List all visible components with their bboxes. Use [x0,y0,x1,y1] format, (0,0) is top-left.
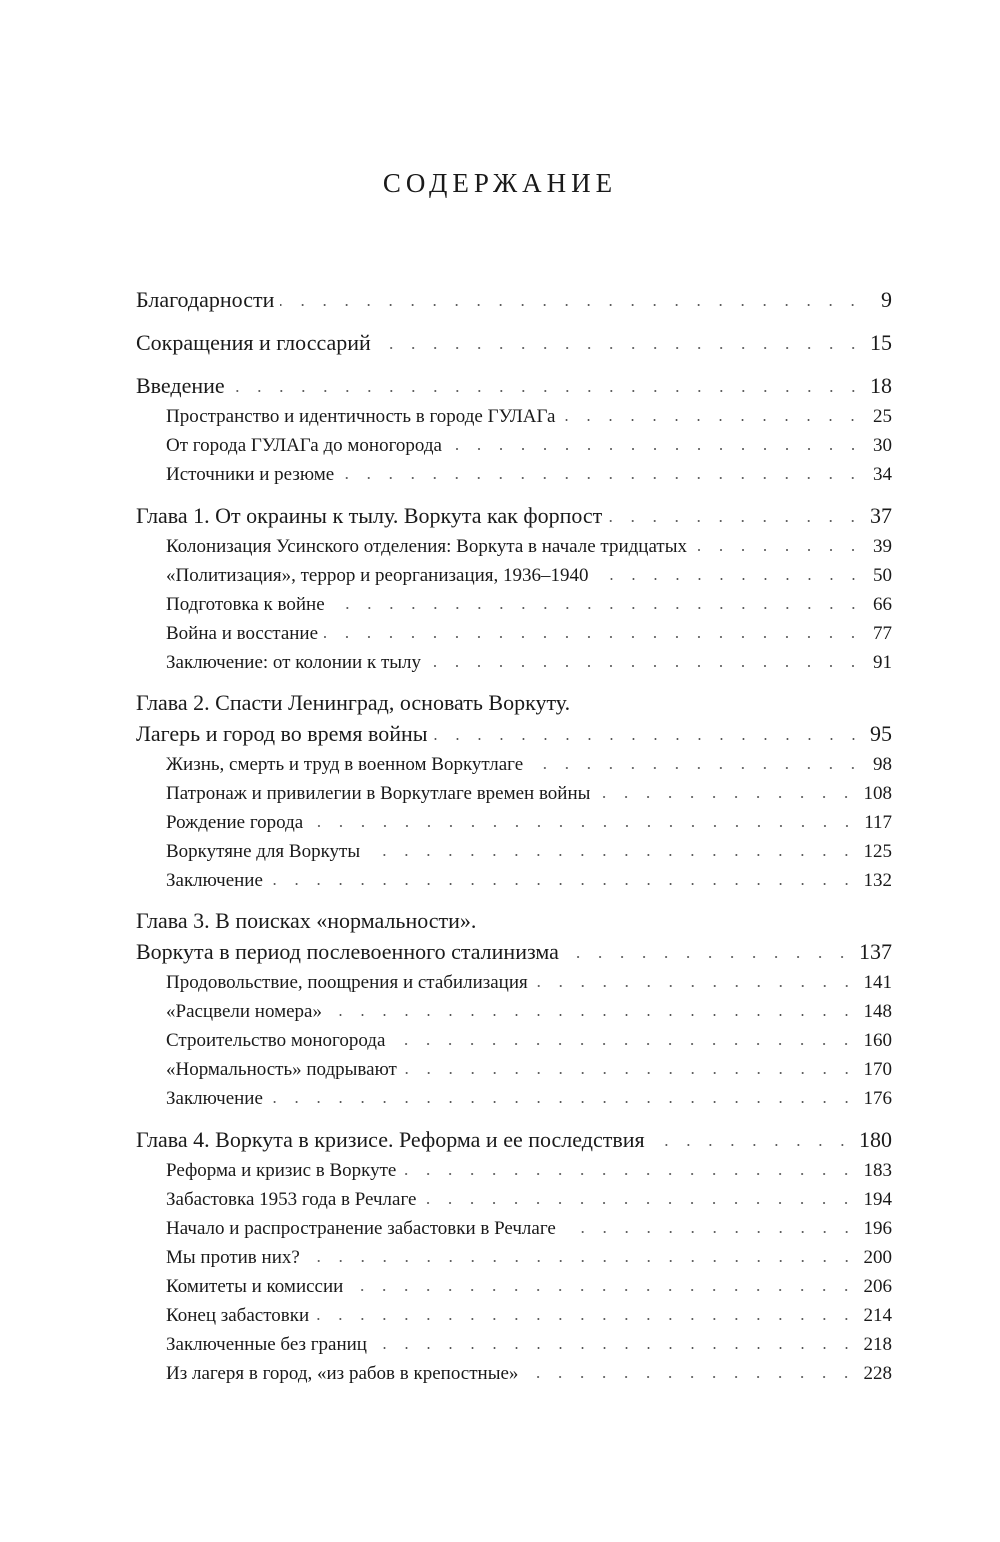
toc-page-number: 30 [873,435,892,456]
dot-leader [596,796,857,798]
toc-entry[interactable] [136,500,892,532]
toc-subentry[interactable] [136,460,892,489]
dot-leader [328,1014,858,1016]
dot-leader [608,520,864,522]
toc-subentry-label: Война и восстание [166,623,319,644]
toc-subentry-label: Заключенные без границ [166,1334,367,1355]
toc-entry[interactable] [136,284,892,316]
table-of-contents [136,284,892,1388]
dot-leader [280,304,864,306]
toc-group-acknowledgements [136,284,892,316]
toc-group-intro [136,370,892,489]
toc-subentry-label: Колонизация Усинского отделения: Воркута в начале тридцатых [166,536,687,557]
toc-subentry[interactable] [136,1185,892,1214]
toc-page-number: 34 [873,464,892,485]
dot-leader [231,390,864,392]
toc-page-number: 117 [864,812,892,833]
toc-subentry-label: «Нормальность» подрывают [166,1059,397,1080]
toc-group-chapter-3 [136,906,892,1113]
toc-entry-label-line1[interactable]: Глава 2. Спасти Ленинград, основать Воркуту. [136,690,571,715]
toc-entry-label: Воркута в период послевоенного сталинизма [136,939,559,964]
toc-subentry-label: «Политизация», террор и реорганизация, 1936–1940 [166,565,589,586]
toc-page-number: 15 [870,330,892,355]
dot-leader [529,767,864,769]
toc-subentry[interactable] [136,648,892,677]
dot-leader [377,347,864,349]
toc-subentry-label: Заключение: от колонии к тылу [166,652,422,673]
dot-leader [434,738,864,740]
toc-subentry-label: Начало и распространение забастовки в Речлаге [166,1218,556,1239]
toc-entry[interactable] [136,327,892,359]
toc-page-number: 206 [863,1276,892,1297]
dot-leader [402,1173,857,1175]
toc-page-number: 141 [863,972,892,993]
dot-leader [269,883,858,885]
toc-subentry-label: Комитеты и комиссии [166,1276,344,1297]
toc-page-number: 183 [863,1160,892,1181]
toc-subentry[interactable] [136,779,892,808]
dot-leader [391,1043,857,1045]
toc-group-abbreviations [136,327,892,359]
toc-group-chapter-1 [136,500,892,677]
toc-subentry-label: Заключение [166,1088,263,1109]
toc-subentry[interactable] [136,431,892,460]
toc-subentry-label: Заключение [166,870,263,891]
toc-subentry[interactable] [136,1156,892,1185]
dot-leader [565,956,853,958]
toc-subentry-label: Пространство и идентичность в городе ГУЛАГа [166,406,556,427]
toc-subentry-label: Подготовка к войне [166,594,325,615]
dot-leader [595,578,864,580]
toc-subentry[interactable] [136,1055,892,1084]
toc-page-number: 95 [870,721,892,746]
dot-leader [324,636,864,638]
dot-leader [403,1072,858,1074]
toc-page-number: 66 [873,594,892,615]
toc-page-number: 176 [863,1088,892,1109]
toc-page-number: 180 [859,1127,892,1152]
toc-page-number: 160 [863,1030,892,1051]
toc-subentry[interactable] [136,619,892,648]
toc-subentry[interactable] [136,1084,892,1113]
toc-entry-label: Введение [136,373,225,398]
toc-entry-label: Глава 4. Воркута в кризисе. Реформа и ее последствия [136,1127,645,1152]
toc-page-number: 214 [863,1305,892,1326]
toc-subentry-label: Патронаж и привилегии в Воркутлаге времен войны [166,783,591,804]
toc-page-number: 170 [863,1059,892,1080]
toc-page-number: 196 [863,1218,892,1239]
toc-page-number: 25 [873,406,892,427]
toc-group-chapter-4 [136,1124,892,1388]
toc-subentry-label: Воркутяне для Воркуты [166,841,361,862]
toc-subentry[interactable] [136,968,892,997]
toc-subentry[interactable] [136,402,892,431]
toc-page-number: 125 [863,841,892,862]
toc-subentry[interactable] [136,1243,892,1272]
toc-subentry[interactable] [136,808,892,837]
toc-subentry[interactable] [136,1301,892,1330]
toc-subentry-label: Из лагеря в город, «из рабов в крепостные» [166,1363,519,1384]
toc-subentry-label: Мы против них? [166,1247,300,1268]
dot-leader [373,1347,858,1349]
toc-subentry-label: «Расцвели номера» [166,1001,322,1022]
toc-subentry-label: Жизнь, смерть и труд в военном Воркутлаге [166,754,524,775]
toc-subentry-label: Продовольствие, поощрения и стабилизация [166,972,528,993]
toc-page-number: 228 [863,1363,892,1384]
toc-page-number: 218 [863,1334,892,1355]
toc-page-number: 200 [863,1247,892,1268]
toc-subentry[interactable] [136,1330,892,1359]
toc-page-number: 194 [863,1189,892,1210]
toc-subentry[interactable] [136,997,892,1026]
toc-entry[interactable] [136,1124,892,1156]
dot-leader [427,665,864,667]
toc-subentry-label: Реформа и кризис в Воркуте [166,1160,397,1181]
dot-leader [651,1144,853,1146]
dot-leader [524,1376,857,1378]
toc-subentry-label: Конец забастовки [166,1305,310,1326]
toc-page-number: 91 [873,652,892,673]
toc-subentry[interactable] [136,1026,892,1055]
toc-entry-label-line1[interactable]: Глава 3. В поисках «нормальности». [136,908,477,933]
dot-leader [561,419,864,421]
page-title: СОДЕРЖАНИЕ [382,168,618,198]
toc-subentry-label: Забастовка 1953 года в Речлаге [166,1189,417,1210]
toc-entry-label: Глава 1. От окраины к тылу. Воркута как форпост [136,503,603,528]
toc-entry-label: Благодарности [136,287,275,312]
toc-page-number: 18 [870,373,892,398]
toc-entry[interactable] [136,718,892,750]
dot-leader [693,549,864,551]
dot-leader [366,854,857,856]
dot-leader [422,1202,857,1204]
toc-subentry[interactable] [136,750,892,779]
dot-leader [309,825,858,827]
toc-page-number: 108 [863,783,892,804]
toc-page-number: 77 [873,623,892,644]
toc-subentry[interactable] [136,1359,892,1388]
toc-subentry[interactable] [136,1214,892,1243]
toc-page-number: 9 [881,287,892,312]
toc-subentry-label: Рождение города [166,812,304,833]
toc-subentry[interactable] [136,590,892,619]
toc-page-number: 98 [873,754,892,775]
toc-entry-label: Лагерь и город во время войны [136,721,428,746]
toc-subentry-label: Источники и резюме [166,464,335,485]
toc-subentry[interactable] [136,837,892,866]
toc-subentry[interactable] [136,532,892,561]
toc-page-number: 137 [859,939,892,964]
toc-subentry[interactable] [136,561,892,590]
dot-leader [448,448,864,450]
dot-leader [340,477,864,479]
toc-page-number: 132 [863,870,892,891]
toc-subentry-label: Строительство моногорода [166,1030,386,1051]
toc-page-number: 37 [870,503,892,528]
toc-entry[interactable] [136,936,892,968]
toc-group-chapter-2 [136,688,892,895]
dot-leader [562,1231,858,1233]
dot-leader [306,1260,858,1262]
toc-page-number: 39 [873,536,892,557]
dot-leader [534,985,858,987]
toc-subentry[interactable] [136,866,892,895]
toc-subentry-label: От города ГУЛАГа до моногорода [166,435,442,456]
dot-leader [331,607,864,609]
toc-entry-label: Сокращения и глоссарий [136,330,371,355]
toc-subentry[interactable] [136,1272,892,1301]
dot-leader [315,1318,857,1320]
toc-entry[interactable] [136,370,892,402]
toc-page-number: 50 [873,565,892,586]
dot-leader [349,1289,857,1291]
toc-page-number: 148 [863,1001,892,1022]
dot-leader [269,1101,858,1103]
